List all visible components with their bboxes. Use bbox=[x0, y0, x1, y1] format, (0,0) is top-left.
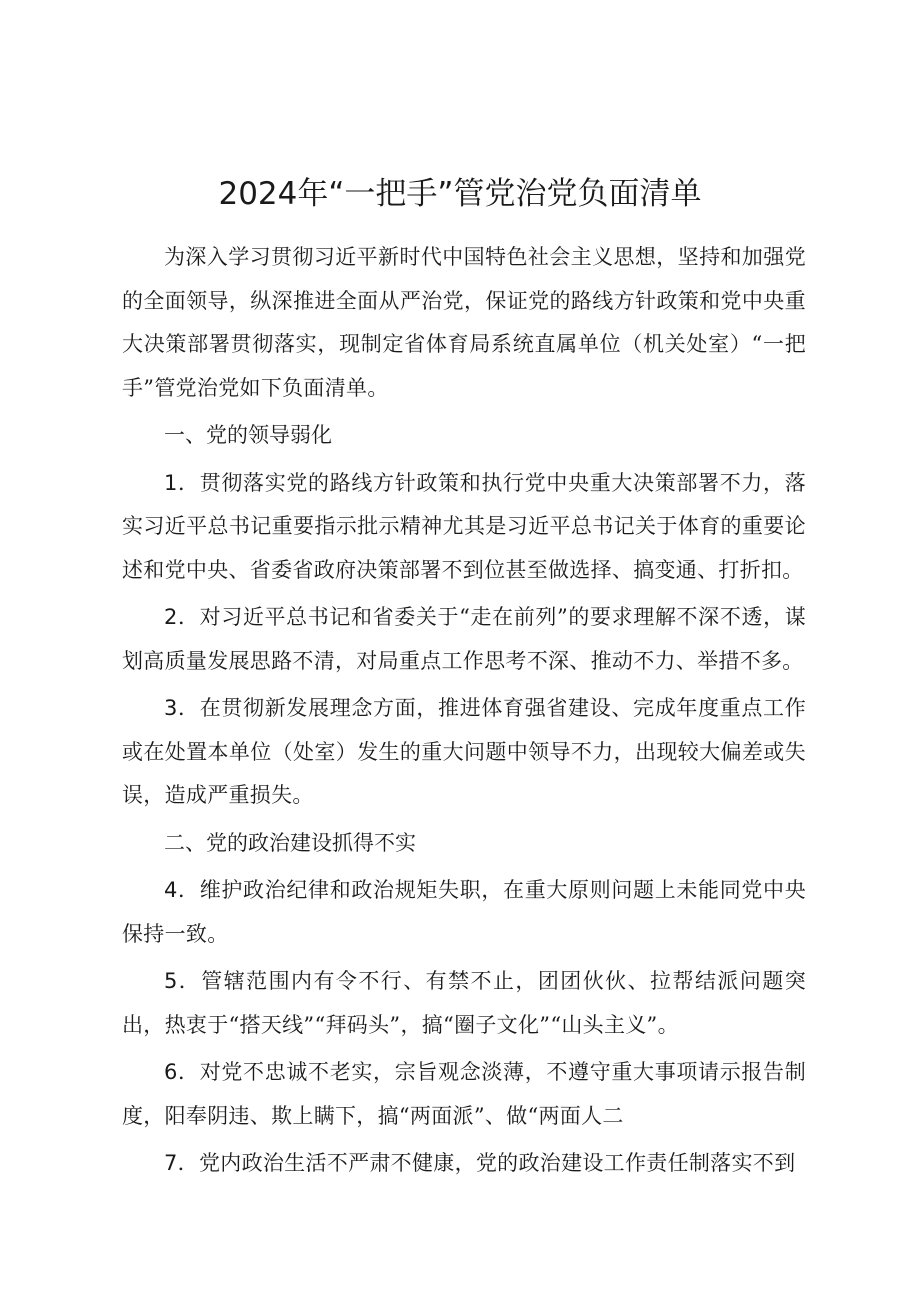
item-number: 3 bbox=[164, 696, 178, 720]
list-item bbox=[122, 462, 806, 593]
list-item bbox=[122, 687, 806, 818]
item-text: ．贯彻落实党的路线方针政策和执行党中央重大决策部署不力，落实习近平总书记重要指示批示精神尤其是习近平总书记关于体育的重要论述和党中央、省委省政府决策部署不到位甚至做选择、搞变通、打折扣。 bbox=[122, 470, 806, 582]
item-text: ．在贯彻新发展理念方面，推进体育强省建设、完成年度重点工作或在处置本单位（处室）发生的重大问题中领导不力，出现较大偏差或失误，造成严重损失。 bbox=[122, 696, 806, 807]
list-item bbox=[122, 1142, 806, 1186]
section-1 bbox=[122, 414, 806, 818]
intro-paragraph: 为深入学习贯彻习近平新时代中国特色社会主义思想，坚持和加强党的全面领导，纵深推进全面从严治党，保证党的路线方针政策和党中央重大决策部署贯彻落实，现制定省体育局系统直属单位（机关处室）“一把手”管党治党如下负面清单。 bbox=[122, 245, 806, 400]
item-number: 7 bbox=[164, 1151, 178, 1175]
section-heading: 二、党的政治建设抓得不实 bbox=[164, 830, 416, 855]
section-2 bbox=[122, 822, 806, 1186]
document-body bbox=[122, 236, 806, 1190]
item-text: ．维护政治纪律和政治规矩失职，在重大原则问题上未能同党中央保持一致。 bbox=[122, 878, 806, 946]
list-item bbox=[122, 869, 806, 956]
item-text: ．对习近平总书记和省委关于“走在前列”的要求理解不深不透，谋划高质量发展思路不清，对局重点工作思考不深、推动不力、举措不多。 bbox=[122, 605, 806, 673]
item-number: 5 bbox=[164, 969, 178, 993]
item-number: 1 bbox=[164, 470, 178, 495]
item-number: 4 bbox=[164, 878, 178, 902]
item-number: 6 bbox=[164, 1060, 178, 1084]
item-text: ．管辖范围内有令不行、有禁不止，团团伙伙、拉帮结派问题突出，热衷于“搭天线”“拜码头”，搞“圈子文化”“山头主义”。 bbox=[122, 969, 806, 1037]
section-heading: 一、党的领导弱化 bbox=[164, 423, 332, 447]
item-number: 2 bbox=[164, 605, 178, 629]
list-item bbox=[122, 1051, 806, 1138]
list-item bbox=[122, 596, 806, 683]
item-text: ．对党不忠诚不老实，宗旨观念淡薄，不遵守重大事项请示报告制度，阳奉阴违、欺上瞒下，搞“两面派”、做“两面人二 bbox=[122, 1060, 806, 1128]
item-text: ．党内政治生活不严肃不健康，党的政治建设工作责任制落实不到 bbox=[177, 1151, 796, 1175]
list-item bbox=[122, 960, 806, 1047]
document-title: 2024年“一把手”管党治党负面清单 bbox=[218, 176, 702, 212]
